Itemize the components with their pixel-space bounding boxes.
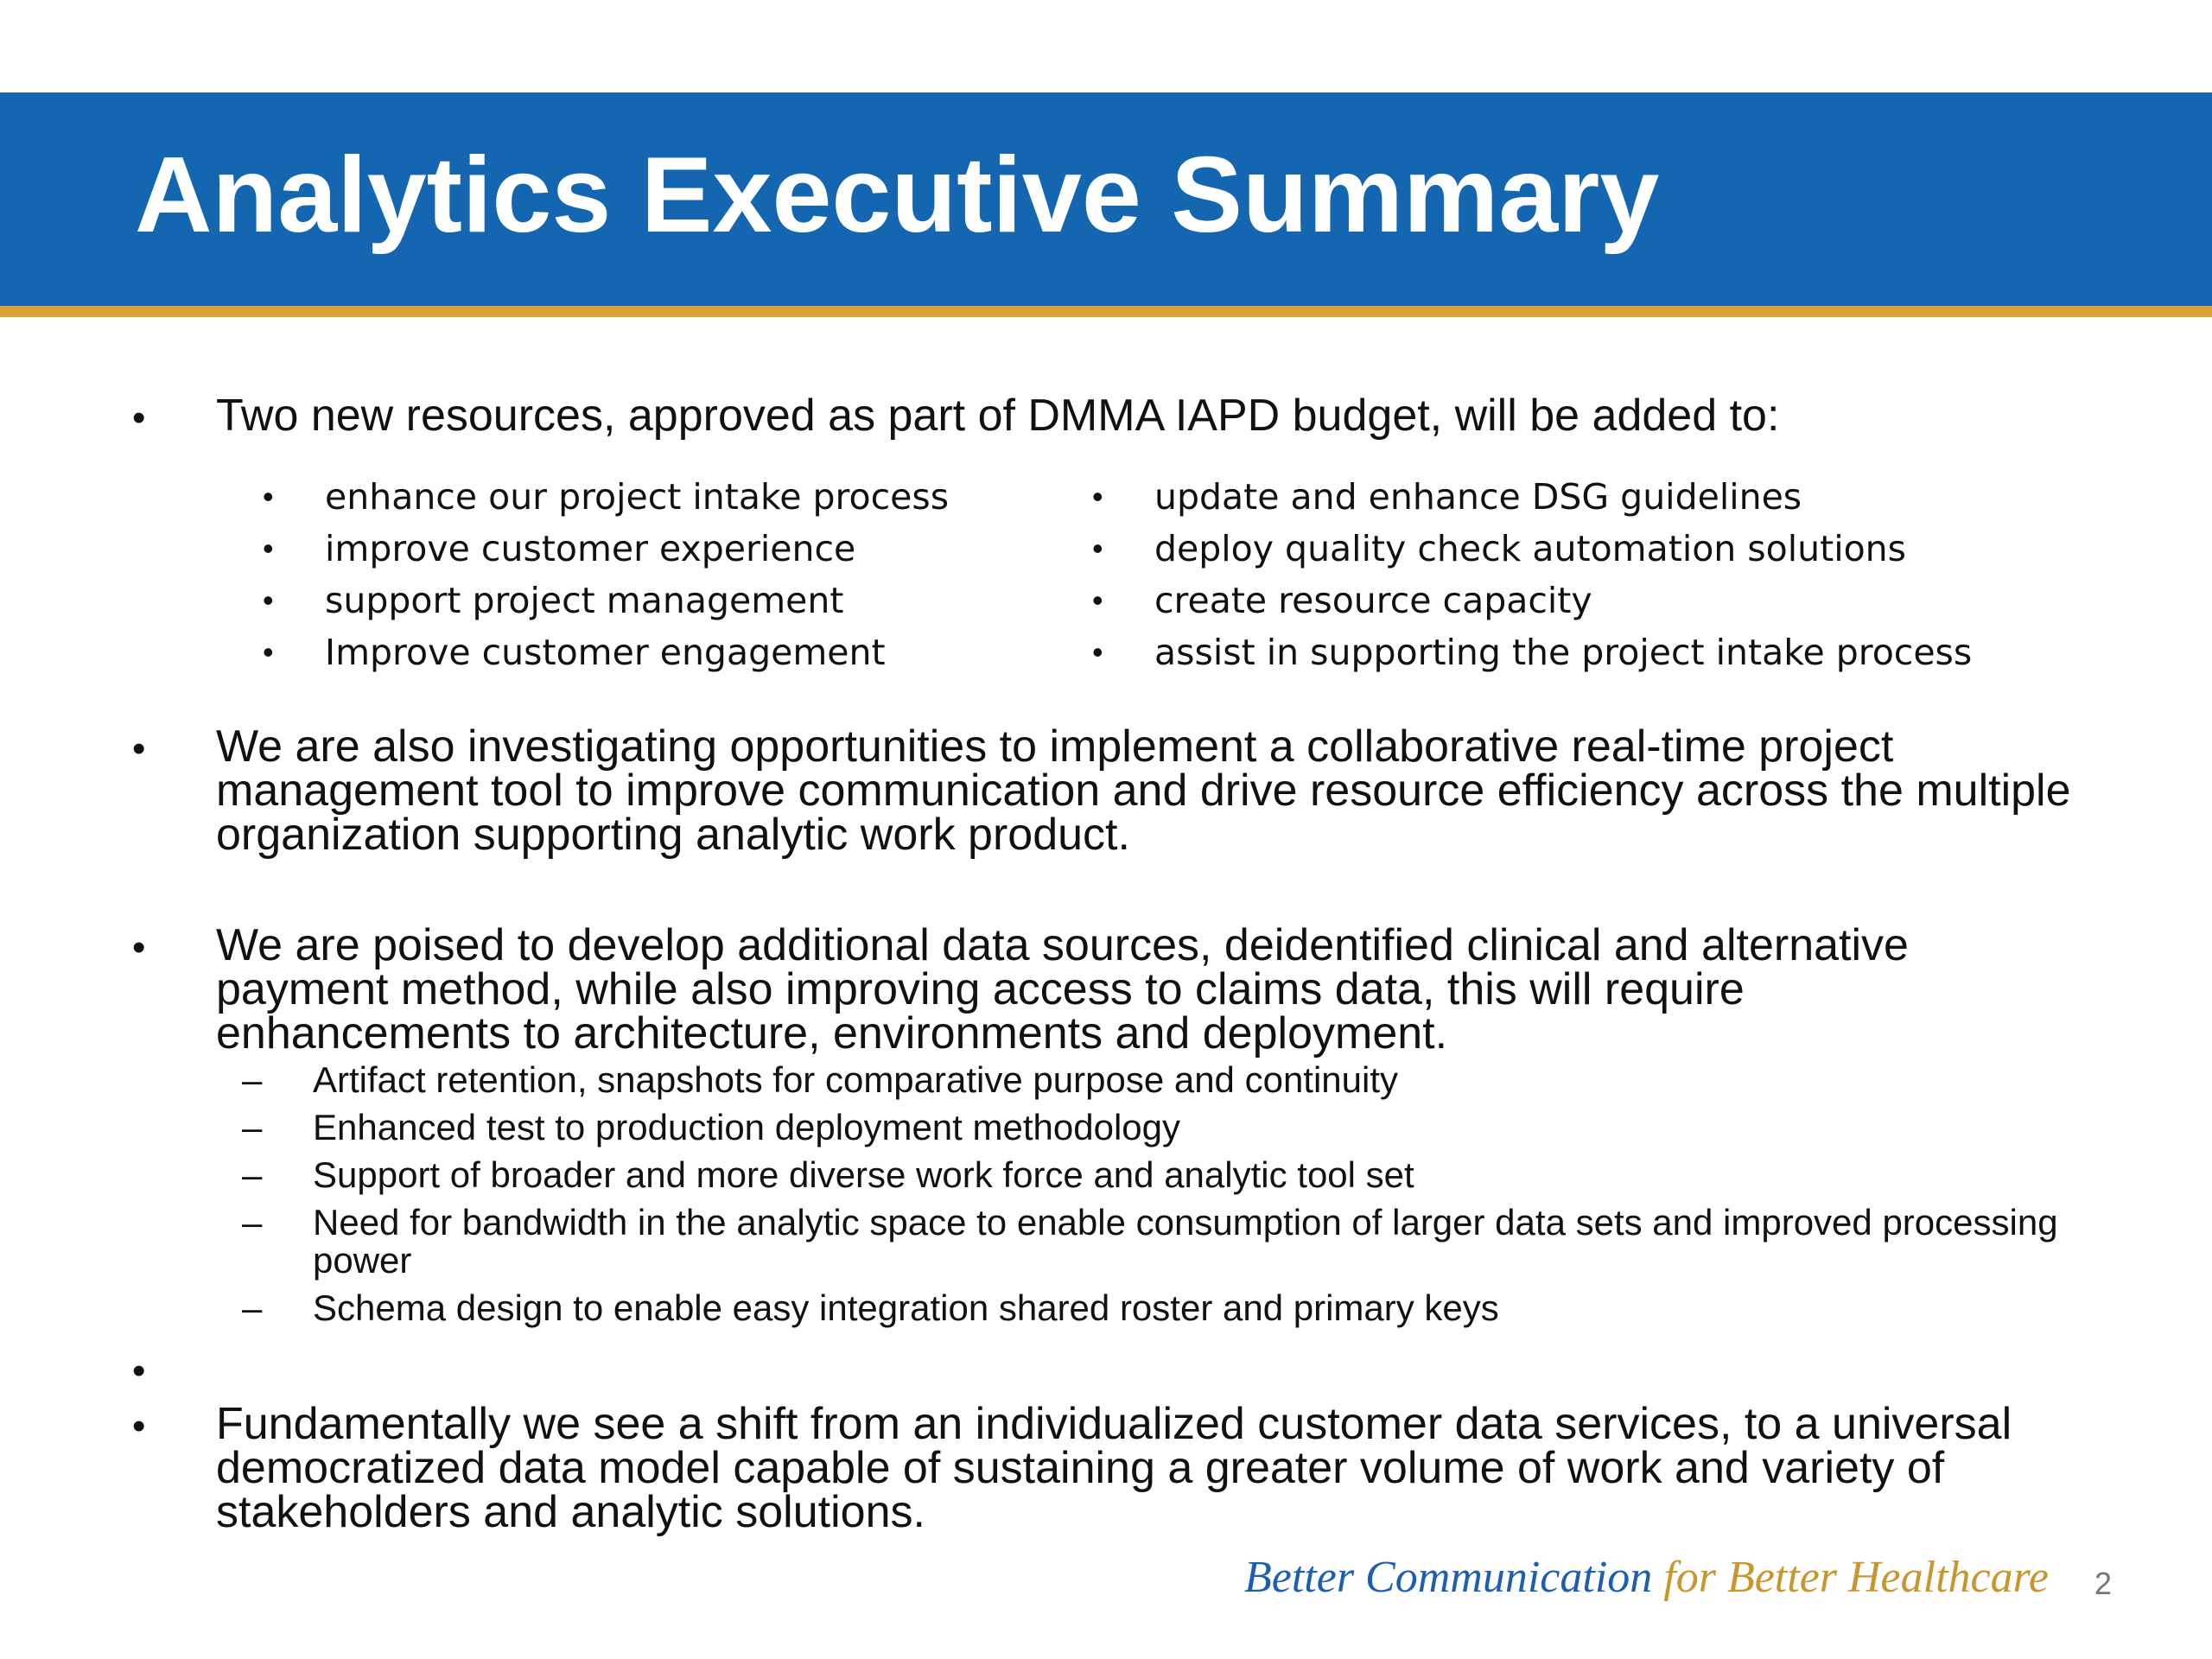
empty-bullet-marker: • <box>132 1350 146 1392</box>
bullet-data-sources-text: We are poised to develop additional data sources, deidentified clinical and alternative payment method, while also improving access to claims data, this will require enhancements to architecture, environments and deployment. <box>216 920 1909 1058</box>
list-item: – Enhanced test to production deployment methodology <box>242 1107 1181 1147</box>
list-item: – Support of broader and more diverse work force and analytic tool set <box>242 1154 1414 1195</box>
footer-tagline <box>1244 1555 2049 1600</box>
bullet-marker: • <box>132 397 146 439</box>
slide-title: Analytics Executive Summary <box>135 136 1660 255</box>
tagline-part-blue: Better Communication <box>1244 1553 1664 1602</box>
bullet-shift-text: Fundamentally we see a shift from an individualized customer data services, to a universal democratized data model capable of sustaining a greater volume of work and variety of stakeholders and analytic solutions. <box>216 1399 2012 1537</box>
tagline-part-gold: for Better Healthcare <box>1663 1553 2049 1602</box>
bullet-resources-text: Two new resources, approved as part of DMMA IAPD budget, will be added to: <box>216 391 1780 441</box>
list-item: • support project management <box>263 580 844 621</box>
title-underline-rule <box>0 306 2212 317</box>
list-item: • enhance our project intake process <box>263 476 950 518</box>
page-number: 2 <box>2094 1566 2113 1601</box>
list-item: • update and enhance DSG guidelines <box>1092 476 1802 518</box>
bullet-marker: • <box>132 728 146 770</box>
list-item: – Schema design to enable easy integration shared roster and primary keys <box>242 1287 1499 1328</box>
list-item: • create resource capacity <box>1092 580 1592 621</box>
list-item: – Artifact retention, snapshots for comparative purpose and continuity <box>242 1059 1399 1100</box>
bullet-marker: • <box>132 926 146 969</box>
enhancement-sublist <box>242 1059 2110 1337</box>
resource-list-left <box>263 471 950 678</box>
list-item: – Need for bandwidth in the analytic space to enable consumption of larger data sets and improved processing power <box>242 1202 2058 1281</box>
list-item: • assist in supporting the project intake process <box>1092 632 1973 673</box>
resource-list-right <box>1092 471 1973 678</box>
list-item: • Improve customer engagement <box>263 632 886 673</box>
bullet-marker: • <box>132 1405 146 1447</box>
list-item: • improve customer experience <box>263 528 856 569</box>
bullet-collaboration-text: We are also investigating opportunities to implement a collaborative real-time project management tool to improve communication and drive resource efficiency across the multiple organization supporting analytic work product. <box>216 721 2071 860</box>
list-item: • deploy quality check automation solutions <box>1092 528 1907 569</box>
